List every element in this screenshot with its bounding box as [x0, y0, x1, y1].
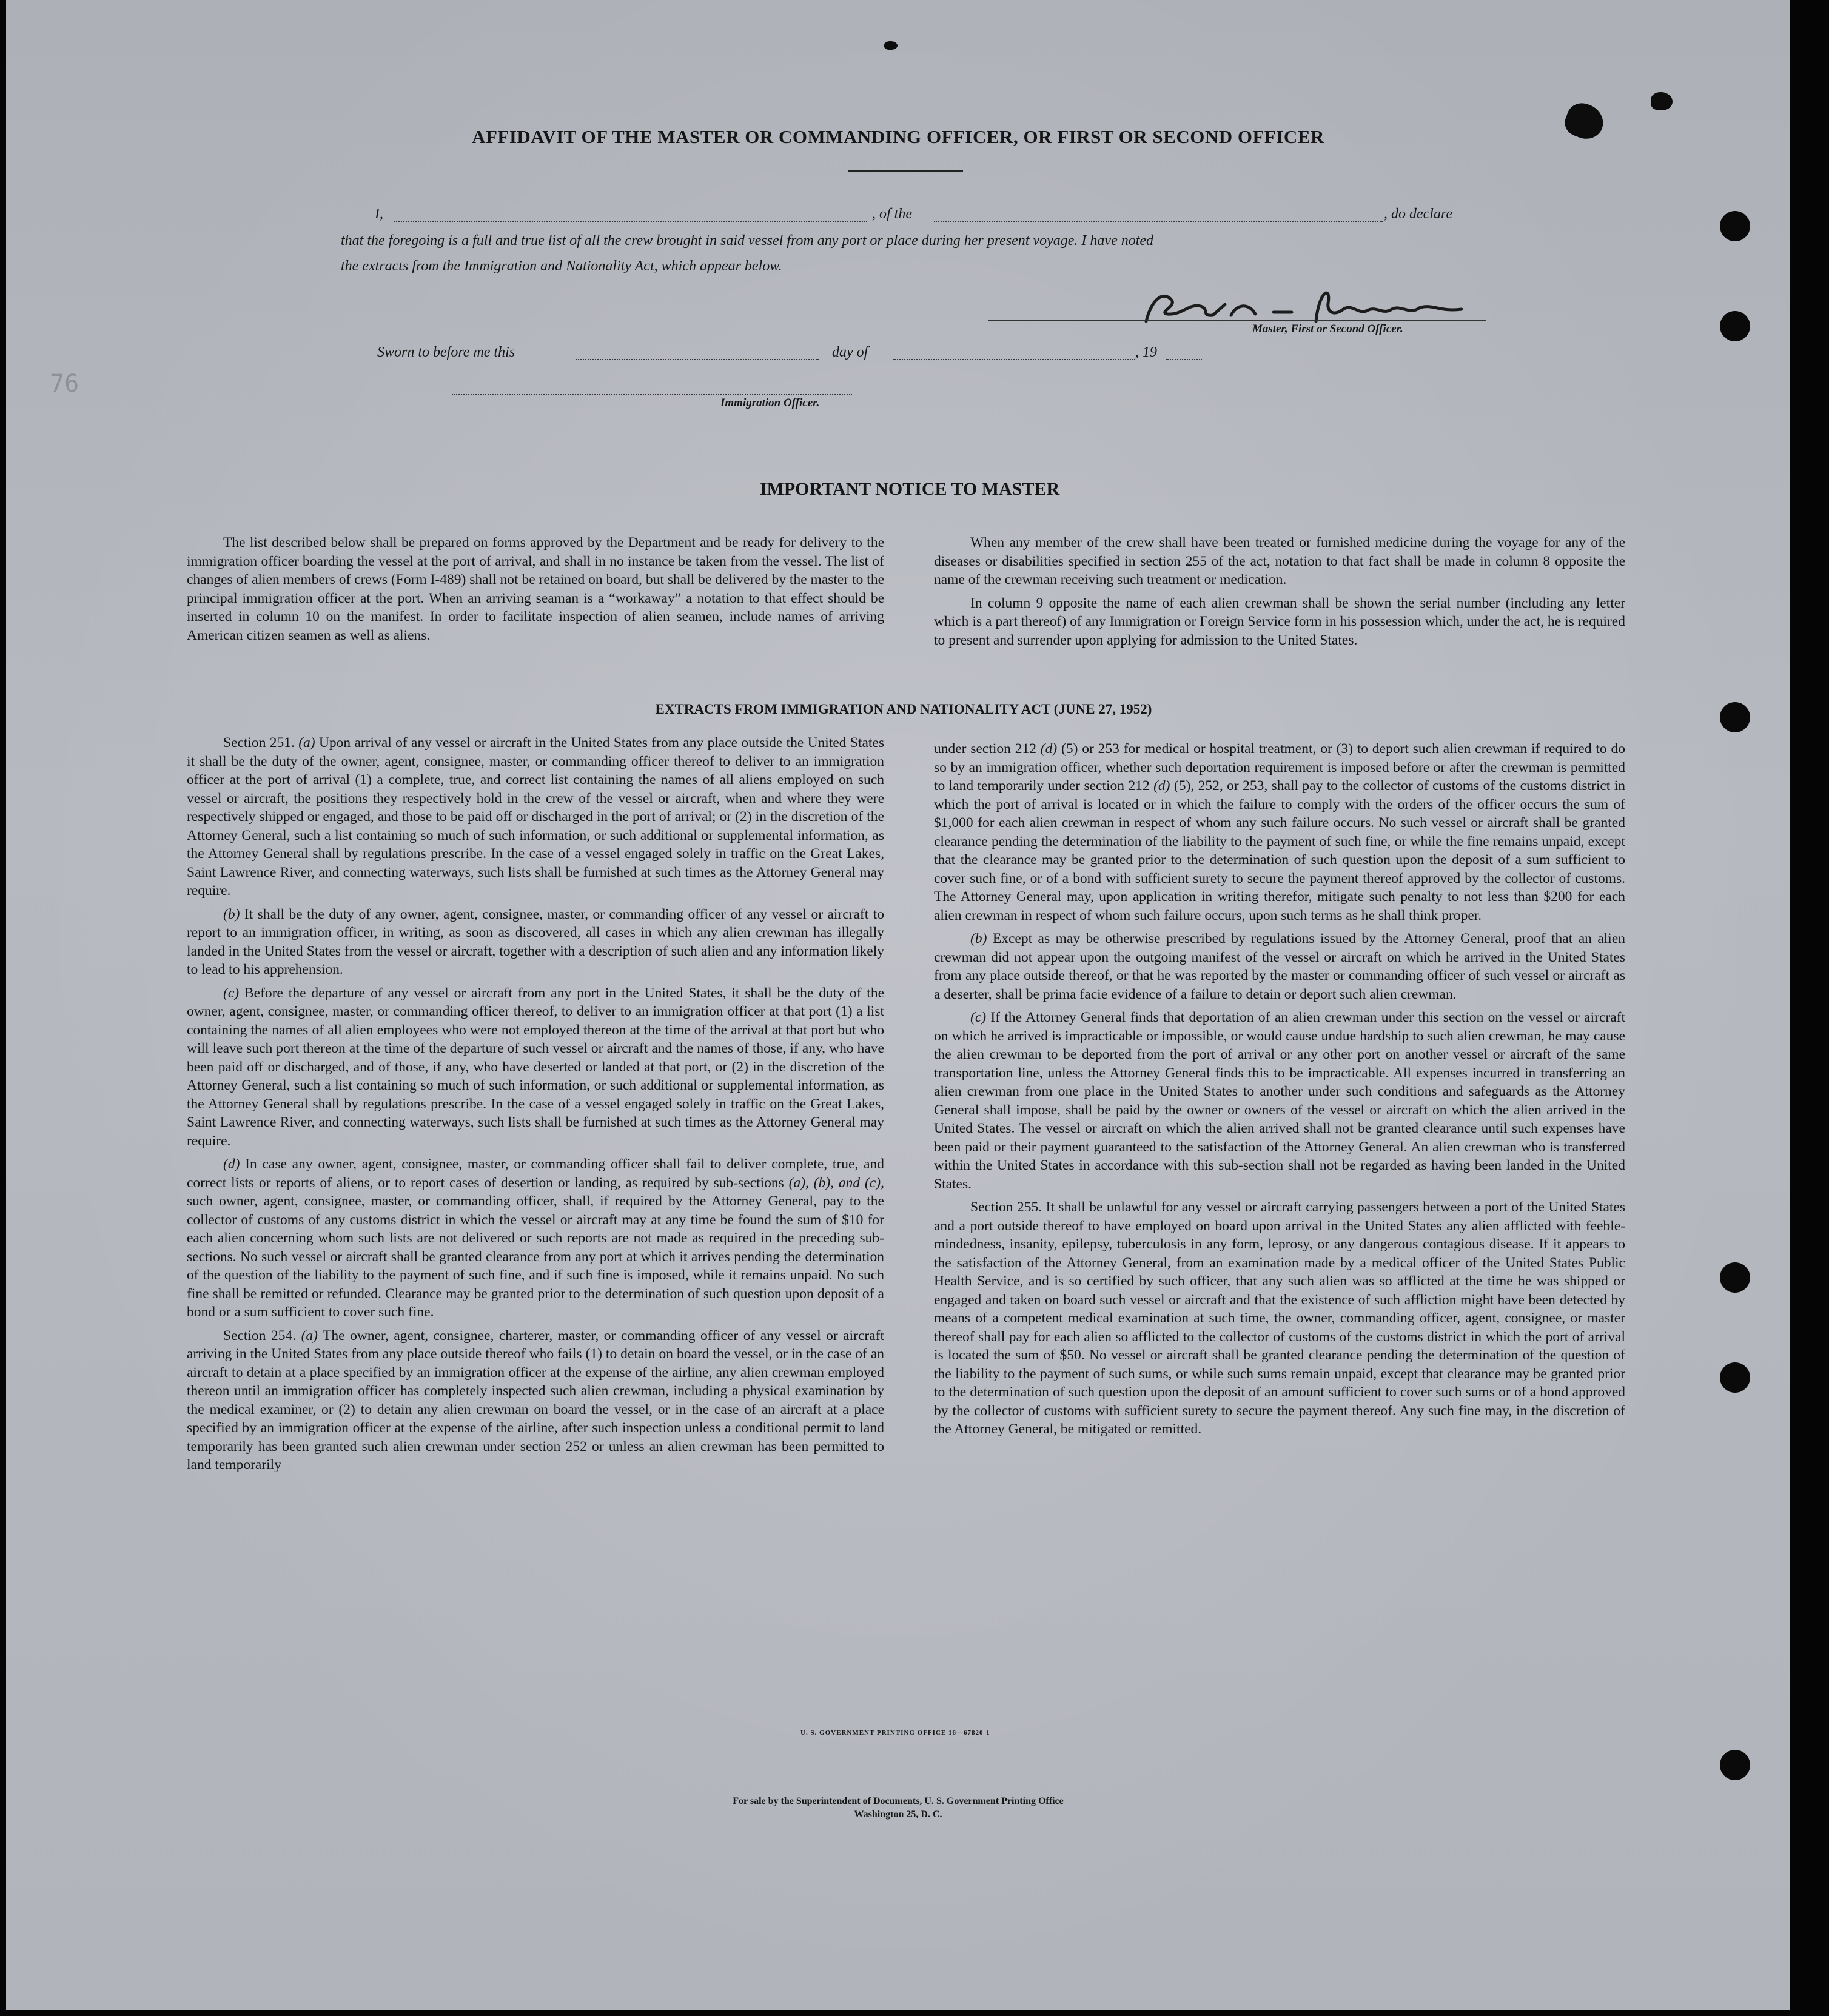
notice-right-paragraph-2: In column 9 opposite the name of each alien crewman shall be shown the serial number (including any letter which is a part thereof) of any Immigration or Foreign Service form in his possession which, under the act, he is required to present and surrender upon applying for admission to the United States. [934, 595, 1625, 648]
section-254b: (b) Except as may be otherwise prescribed by regulations issued by the Attorney General, proof that an alien crewman did not appear upon the outgoing manifest of the vessel or aircraft on which he arrived in the United States from any place outside thereof, or that he was reported by the master or commanding officer of such vessel or aircraft as a deserter, shall be prima facie evidence of a failure to detain or deport such alien crewman. [934, 931, 1625, 1002]
vessel-blank[interactable] [934, 221, 1383, 222]
year-label: , 19 [1135, 344, 1157, 360]
section-251d: (d) In case any owner, agent, consignee, master, or commanding officer shall fail to deliver complete, true, and correct lists or reports of aliens, or to report cases of desertion or landing, as required by sub-sections (a), (b), and (c), such owner, agent, consignee, master, or commanding officer, shall, if required by the Attorney General, pay to the collector of customs of any customs district in which the vessel or aircraft may at any time be found the sum of $10 for each alien concerning whom such lists are not delivered or such reports are not made as required in the preceding sub-sections. No such vessel or aircraft shall be granted clearance from any port at which it arrives pending the determination of the question of the liability to the payment of such fine, and if such fine is imposed, while it remains unpaid. No such fine shall be remitted or refunded. Clearance may be granted prior to the determination of such question upon deposit of a bond or a sum sufficient to cover such fine. [187, 1156, 885, 1320]
affidavit-heading: AFFIDAVIT OF THE MASTER OR COMMANDING OFFICER, OR FIRST OR SECOND OFFICER [472, 126, 1324, 147]
notice-right-paragraph-1: When any member of the crew shall have been treated or furnished medicine during the voyage for any of the diseases or disabilities specified in section 255 of the act, notation to that fact shall be made in column 8 opposite the name of the crewman receiving such treatment or medication. [934, 535, 1625, 588]
notice-left-paragraph: The list described below shall be prepared on forms approved by the Department and be ready for delivery to the immigration officer boarding the vessel at the port of arrival, and shall in no instance be taken from the vessel. The list of changes of alien members of crews (Form I-489) shall not be retained on board, but shall be delivered by the master to the principal immigration officer at the port. When an arriving seaman is a “workaway” a notation to that effect should be inserted in column 10 on the manifest. In order to facilitate inspection of alien seamen, include names of arriving American citizen seamen as well as aliens. [187, 535, 884, 643]
footer-sale-line: For sale by the Superintendent of Documents, U. S. Government Printing Office [733, 1796, 1064, 1806]
section-251a: Section 251. (a) Upon arrival of any vessel or aircraft in the United States from any place outside the United States it shall be the duty of the owner, agent, consignee, master, or commanding officer thereof to deliver to an immigration officer at the port of arrival (1) a complete, true, and correct list containing the names of all aliens employed on such vessel or aircraft, the positions they respectively hold in the crew of the vessel or aircraft, when and where they were respectively shipped or engaged, and those to be paid off or discharged in the port of arrival; or (2) in the discretion of the Attorney General, such a list containing so much of such information, or such additional or supplemental information, as the Attorney General shall by regulations prescribe. In the case of a vessel engaged solely in traffic on the Great Lakes, Saint Lawrence River, and connecting waterways, such lists shall be furnished at such times as the Attorney General may require. [187, 735, 884, 899]
sworn-year-blank[interactable] [1166, 359, 1202, 360]
heading-rule [848, 170, 963, 172]
printer-line: U. S. GOVERNMENT PRINTING OFFICE 16—67820-1 [800, 1729, 990, 1736]
name-blank[interactable] [394, 221, 867, 222]
sworn-month-blank[interactable] [893, 359, 1135, 360]
notice-heading: IMPORTANT NOTICE TO MASTER [759, 479, 1060, 499]
document-page [6, 0, 1790, 2010]
ink-blot [1651, 92, 1673, 110]
declare-of-the: , of the [872, 206, 912, 222]
section-251b: (b) It shall be the duty of any owner, agent, consignee, master, or commanding officer of any vessel or aircraft to report to an immigration officer, in writing, as soon as discovered, all cases in which any alien crewman has illegally landed in the United States from the vessel or aircraft, together with a description of such alien and any information likely to lead to his apprehension. [187, 906, 884, 977]
declaration-line-2: that the foregoing is a full and true list of all the crew brought in said vessel from any port or place during her present voyage. I have noted [341, 233, 1154, 249]
section-251c: (c) Before the departure of any vessel or aircraft from any port in the United States, it shall be the duty of the owner, agent, consignee, master, or commanding officer thereof, to deliver to an immigration officer at that port (1) a list containing the names of all alien employees who were not employed thereon at the time of the arrival at that port but who will leave such port thereon at the time of the departure of such vessel or aircraft and the names of those, if any, who have been paid off or discharged, and of those, if any, who have deserted or landed at that port, or (2) in the discretion of the Attorney General, such a list containing so much of such information, or such additional or supplemental information, as the Attorney General shall by regulations prescribe. In the case of a vessel engaged solely in traffic on the Great Lakes, Saint Lawrence River, and connecting waterways, such lists shall be furnished at such times as the Attorney General may require. [187, 985, 885, 1149]
declare-i: I, [375, 206, 383, 222]
punch-hole [1720, 1262, 1750, 1293]
extracts-right-column [934, 740, 1625, 1444]
extracts-heading: EXTRACTS FROM IMMIGRATION AND NATIONALITY ACT (JUNE 27, 1952) [655, 702, 1152, 717]
punch-hole [1720, 311, 1750, 341]
day-of-label: day of [832, 344, 868, 360]
footer-address-line: Washington 25, D. C. [854, 1809, 942, 1820]
extracts-left-column [187, 734, 884, 1479]
section-254a: Section 254. (a) The owner, agent, consignee, charterer, master, or commanding officer of any vessel or aircraft arriving in the United States from any place outside thereof who fails (1) to detain on board the vessel, or in the case of an aircraft to detain at a place specified by an immigration officer at the expense of the airline, any alien crewman employed thereon until an immigration officer has completely inspected such alien crewman, including a physical examination by the medical examiner, or (2) to detain any alien crewman on board the vessel, or in the case of an aircraft at a place specified by an immigration officer at the expense of the airline, after such inspection unless a conditional permit to land temporarily has been granted such alien crewman under section 252 or unless an alien crewman has been permitted to land temporarily [187, 1327, 885, 1473]
margin-number: 76 [50, 370, 79, 398]
declaration-line-3: the extracts from the Immigration and Nationality Act, which appear below. [341, 258, 782, 274]
punch-hole [1720, 211, 1750, 241]
section-254c: (c) If the Attorney General finds that deportation of an alien crewman under this section on the vessel or aircraft on which he arrived is impracticable or impossible, or would cause undue hardship to such alien crewman, he may cause the alien crewman to be deported from the port of arrival or any other port on another vessel or aircraft of the same transportation line, unless the Attorney General finds this to be impracticable. All expenses incurred in transferring an alien crewman from one place in the United States to another under such conditions and safeguards as the Attorney General shall impose, shall be paid by the owner or owners of the vessel or aircraft on which the alien arrived in the United States. The vessel or aircraft on which the alien arrived shall not be granted clearance until such expenses have been paid or their payment guaranteed to the satisfaction of the Attorney General. An alien crewman who is transferred within the United States in accordance with this sub-section shall not be regarded as having been landed in the United States. [934, 1010, 1626, 1192]
section-254a-continued: under section 212 (d) (5) or 253 for medical or hospital treatment, or (3) to deport such alien crewman if required to do so by an immigration officer, whether such deportation requirement is imposed before or after the crewman is permitted to land temporarily under section 212 (d) (5), 252, or 253, shall pay to the collector of customs of the customs district in which the port of arrival is located or in which the failure to comply with the orders of the officer occurs the sum of $1,000 for each alien crewman in respect of whom any such failure occurs. No such vessel or aircraft shall be granted clearance pending the determination of the liability to the payment of such fine, or while the fine remains unpaid, except that the clearance may be granted prior to the determination of such question upon the deposit of a sum sufficient to cover such fine, or of a bond with sufficient surety to secure the payment thereof approved by the collector of customs. The Attorney General may, upon application in writing therefor, mitigate such penalty to not less than $200 for each alien crewman in respect of whom such failure occurs, upon such terms as he shall think proper. [934, 741, 1626, 923]
notice-right-column [934, 534, 1625, 654]
punch-hole [1720, 1362, 1750, 1393]
section-255: Section 255. It shall be unlawful for any vessel or aircraft carrying passengers between a port of the United States and a port outside thereof to have employed on board upon arrival in the United States any alien afflicted with feeble-mindedness, insanity, epilepsy, tuberculosis in any form, leprosy, or any dangerous contagious disease. If it appears to the satisfaction of the Attorney General, from an examination made by a medical officer of the United States Public Health Service, and is so certified by such officer, that any such alien was so afflicted at the time he was shipped or engaged and taken on board such vessel or aircraft and that the existence of such affliction might have been detected by means of a competent medical examination at such time, the owner, commanding officer, agent, consignee, or master thereof shall pay for each alien so afflicted to the collector of customs of the customs district in which the port of arrival is located the sum of $50. No vessel or aircraft shall be granted clearance pending the determination of the question of the liability to the payment of such sums, or while such sums remain unpaid, except that clearance may be granted prior to the determination of such question upon the deposit of an amount sufficient to cover such sums or of a bond approved by the collector of customs with sufficient surety to secure the payment thereof. Any such fine may, in the discretion of the Attorney General, be mitigated or remitted. [934, 1199, 1625, 1437]
signature-line [988, 320, 1486, 321]
punch-hole [1720, 1750, 1750, 1780]
sworn-day-blank[interactable] [576, 359, 819, 360]
ink-mark [884, 41, 898, 50]
immigration-officer-label: Immigration Officer. [720, 397, 820, 409]
sworn-label: Sworn to before me this [377, 344, 515, 360]
declare-do-declare: , do declare [1384, 206, 1453, 222]
officer-signature-line [452, 394, 852, 395]
signature-caption: Master, First or Second Officer. [1252, 323, 1403, 335]
notice-left-column [187, 534, 884, 649]
